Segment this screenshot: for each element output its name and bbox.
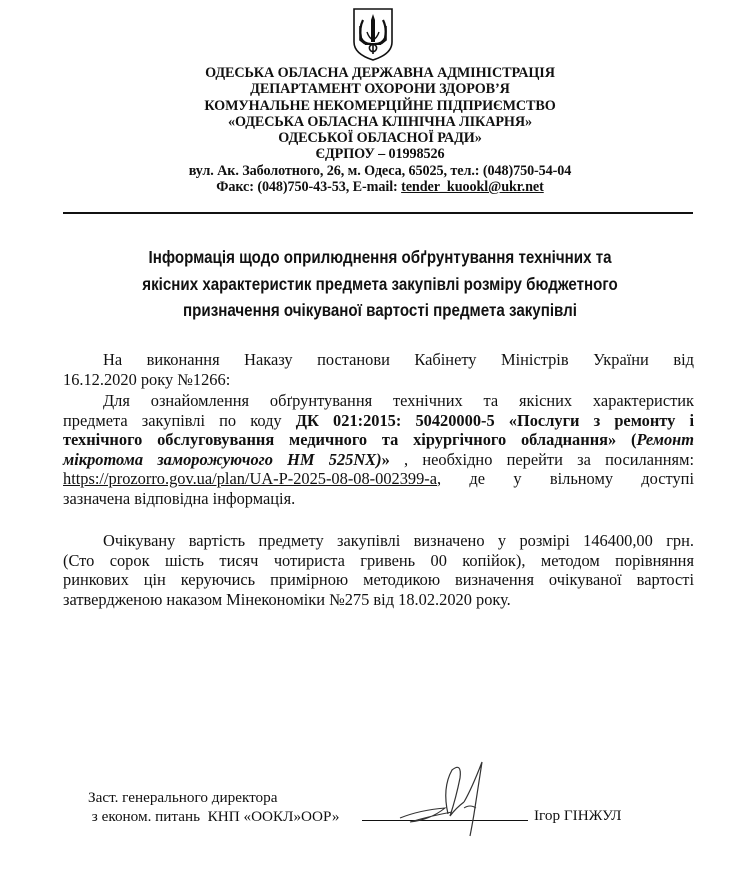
letterhead-line-department: ДЕПАРТАМЕНТ ОХОРОНИ ЗДОРОВ’Я	[250, 81, 510, 98]
letterhead-line-address: вул. Ак. Заболотного, 26, м. Одеса, 65025, тел.: (048)750-54-04	[188, 162, 572, 179]
email-link[interactable]: tender_kuookl@ukr.net	[401, 179, 544, 196]
plain-text: , необхідно перейти за посиланням:	[389, 449, 694, 469]
title-line-1: Інформація щодо оприлюднення обґрунтування технічних та	[148, 247, 612, 267]
paragraph-line: ринкових цін керуючись примірною методикою визначення очікуваної вартості	[63, 570, 694, 590]
plain-text: предмета закупівлі по коду	[63, 410, 296, 430]
title-line-3: призначення очікуваної вартості предмета закупівлі	[183, 300, 577, 320]
letterhead-line-contacts	[60, 179, 700, 195]
paragraph-line: (Сто сорок шість тисяч чотириста гривень 00 копійок), методом порівняння	[63, 550, 694, 570]
service-name-text: технічного обслуговування медичного та хірургічного обладнання» (	[63, 430, 637, 450]
item-name-text: мікротома заморожуючого НМ 525NX)	[63, 449, 382, 469]
letterhead-line-administration: ОДЕСЬКА ОБЛАСНА ДЕРЖАВНА АДМІНІСТРАЦІЯ	[205, 65, 555, 81]
paragraph-line	[63, 430, 694, 450]
handwritten-signature-icon	[390, 758, 510, 838]
paragraph-line	[63, 469, 694, 489]
position-line-2: з економ. питань КНП «ООКЛ»ООР»	[88, 808, 340, 825]
paragraph-line: 16.12.2020 року №1266:	[63, 369, 231, 389]
letterhead-line-council: ОДЕСЬКОЇ ОБЛАСНОЇ РАДИ»	[278, 130, 482, 147]
prozorro-plan-link[interactable]: https://prozorro.gov.ua/plan/UA-P-2025-08-08-002399-a	[63, 469, 438, 489]
letterhead-line-enterprise-type: КОМУНАЛЬНЕ НЕКОМЕРЦІЙНЕ ПІДПРИЄМСТВО	[204, 97, 556, 114]
fax-text: Факс: (048)750-43-53, E-mail:	[216, 179, 402, 196]
paragraph-procurement-info	[63, 391, 694, 509]
letterhead-line-hospital-name: «ОДЕСЬКА ОБЛАСНА КЛІНІЧНА ЛІКАРНЯ»	[227, 113, 533, 130]
cpv-code-text: ДК 021:2015: 50420000-5 «Послуги з ремонту і	[295, 410, 695, 430]
title-line-2: якісних характеристик предмета закупівлі розміру бюджетного	[142, 273, 618, 294]
item-name-text: Ремонт	[636, 430, 694, 450]
paragraph-line: Для ознайомлення обґрунтування технічних та якісних характеристик	[103, 391, 694, 410]
paragraph-line	[63, 450, 694, 470]
letterhead-line-edrpou: ЄДРПОУ – 01998526	[315, 146, 445, 163]
plain-text: , де у вільному доступі	[437, 469, 694, 489]
paragraph-expected-cost	[63, 531, 694, 609]
position-line-1: Заст. генерального директора	[88, 789, 278, 806]
signer-name: Ігор ГІНЖУЛ	[534, 807, 622, 824]
paragraph-line	[63, 411, 694, 431]
letterhead-divider	[63, 212, 693, 214]
paragraph-line: Очікувану вартість предмету закупівлі визначено у розмірі 146400,00 грн.	[103, 531, 694, 550]
signatory-position	[88, 788, 339, 826]
paragraph-line: На виконання Наказу постанови Кабінету Міністрів України від	[103, 350, 694, 369]
document-title	[60, 244, 700, 324]
quote-mark: »	[381, 449, 390, 469]
ukraine-coat-of-arms-icon	[351, 6, 395, 62]
paragraph-resolution	[63, 350, 694, 389]
paragraph-line: зазначена відповідна інформація.	[63, 488, 296, 508]
organization-letterhead	[60, 65, 700, 195]
paragraph-line: затвердженою наказом Мінекономіки №275 від 18.02.2020 року.	[63, 589, 511, 609]
